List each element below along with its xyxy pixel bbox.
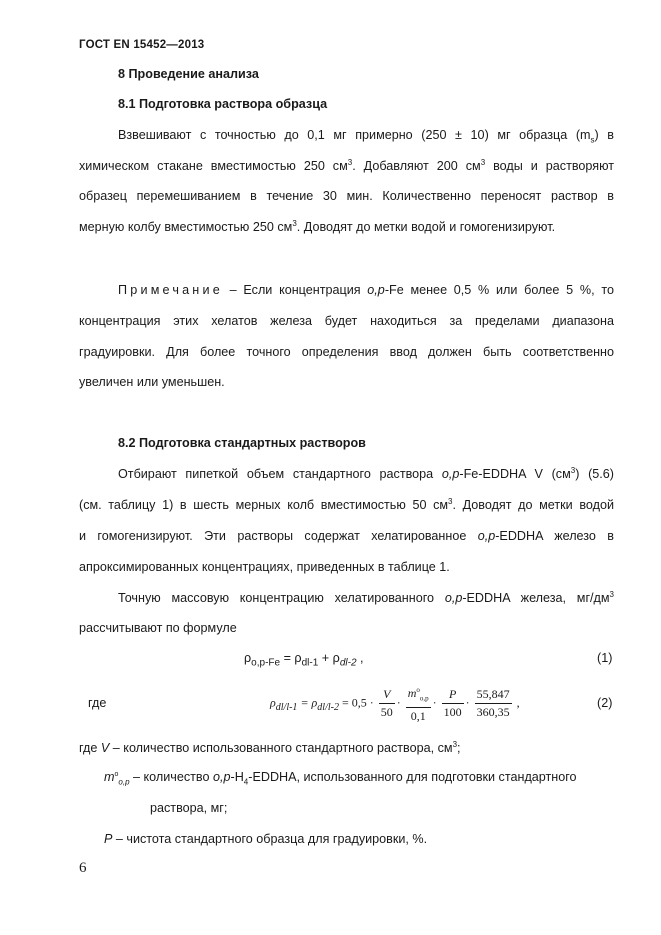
- fraction-p-100: $\frac{P}{100}$: [443, 687, 462, 720]
- formula-2: $\rho_{dl/l-1} = \rho_{dl/l-2} = 0,5$ · $\frac{V}{50}$ · $\frac{m^o_{o,p}}{0,1}$ · $\frac{P}{100}$ · $\frac{55,847}{360,35}$ ,: [270, 683, 520, 724]
- para-8-2-line-3: и гомогенизируют. Эти растворы содержат хелатированное o,p-EDDHA железо в: [79, 529, 614, 543]
- section-8-2-title: 8.2 Подготовка стандартных растворов: [118, 436, 366, 450]
- para-8-2-line-1: Отбирают пипеткой объем стандартного раствора o,p-Fe-EDDHA V $(см^3)$ (5.6): [118, 466, 614, 482]
- para-8-1-line-4: мерную колбу вместимостью 250 $см^3$. Доводят до метки водой и гомогенизируют.: [79, 219, 556, 235]
- para-8-2-line-4: апроксимированных концентрациях, приведенных в таблице 1.: [79, 560, 450, 574]
- note-label: Примечание: [118, 283, 223, 297]
- fraction-v-50: $\frac{V}{50}$: [380, 687, 393, 720]
- definition-p: P – чистота стандартного образца для градуировки, %.: [104, 832, 428, 846]
- para-8-1-line-2: химическом стакане вместимостью 250 $см^3$. Добавляют 200 $см^3$ воды и растворяют: [79, 158, 615, 174]
- fraction-m-0-1: $\frac{m^o_{o,p}}{0,1}$: [406, 683, 431, 724]
- note-line-1: Примечание – Если концентрация o,p-Fe менее 0,5 % или более 5 %, то: [118, 283, 614, 297]
- formula-2-number: (2): [597, 696, 613, 710]
- note-line-4: увеличен или уменьшен.: [79, 375, 225, 389]
- note-line-2: концентрация этих хелатов железа будет находиться за пределами диапазона: [79, 314, 614, 328]
- para-8-2b-line-1: Точную массовую концентрацию хелатированного o,p-EDDHA железа, $мг/дм^3$: [118, 590, 614, 606]
- para-8-1-line-3: образец перемешиванием в течение 30 мин. Количественно переносят раствор в: [79, 189, 614, 203]
- section-8-1-title: 8.1 Подготовка раствора образца: [118, 97, 328, 111]
- note-line-3: градуировки. Для более точного определения ввод должен быть соответственно: [79, 345, 614, 359]
- para-8-1-line-1: Взвешивают с точностью до 0,1 мг примерно (250 ± 10) мг образца $(m_s)$ в: [118, 128, 614, 145]
- para-8-2b-line-2: рассчитывают по формуле: [79, 621, 237, 635]
- fraction-55-847: $\frac{55,847}{360,35}$: [476, 687, 510, 720]
- document-header: ГОСТ EN 15452—2013: [79, 39, 205, 51]
- definition-m-cont: раствора, мг;: [150, 801, 228, 815]
- formula-2-where: где: [88, 696, 107, 710]
- definition-m: $m^o_{o,p}$ – количество $o,p-H_4$-EDDHA, использованного для подготовки стандартного: [104, 770, 577, 787]
- page-number: 6: [79, 860, 87, 876]
- formula-1-number: (1): [597, 651, 613, 665]
- formula-1: $\rho_{o,p-Fe} = \rho_{dl-1} + \rho_{dl-2}$ ,: [244, 651, 364, 669]
- section-8-title: 8 Проведение анализа: [118, 67, 259, 81]
- para-8-2-line-2: (см. таблицу 1) в шесть мерных колб вместимостью 50 $см^3$. Доводят до метки водой: [79, 497, 614, 513]
- definition-v: где V – количество использованного стандартного раствора, $см^3$;: [79, 740, 461, 756]
